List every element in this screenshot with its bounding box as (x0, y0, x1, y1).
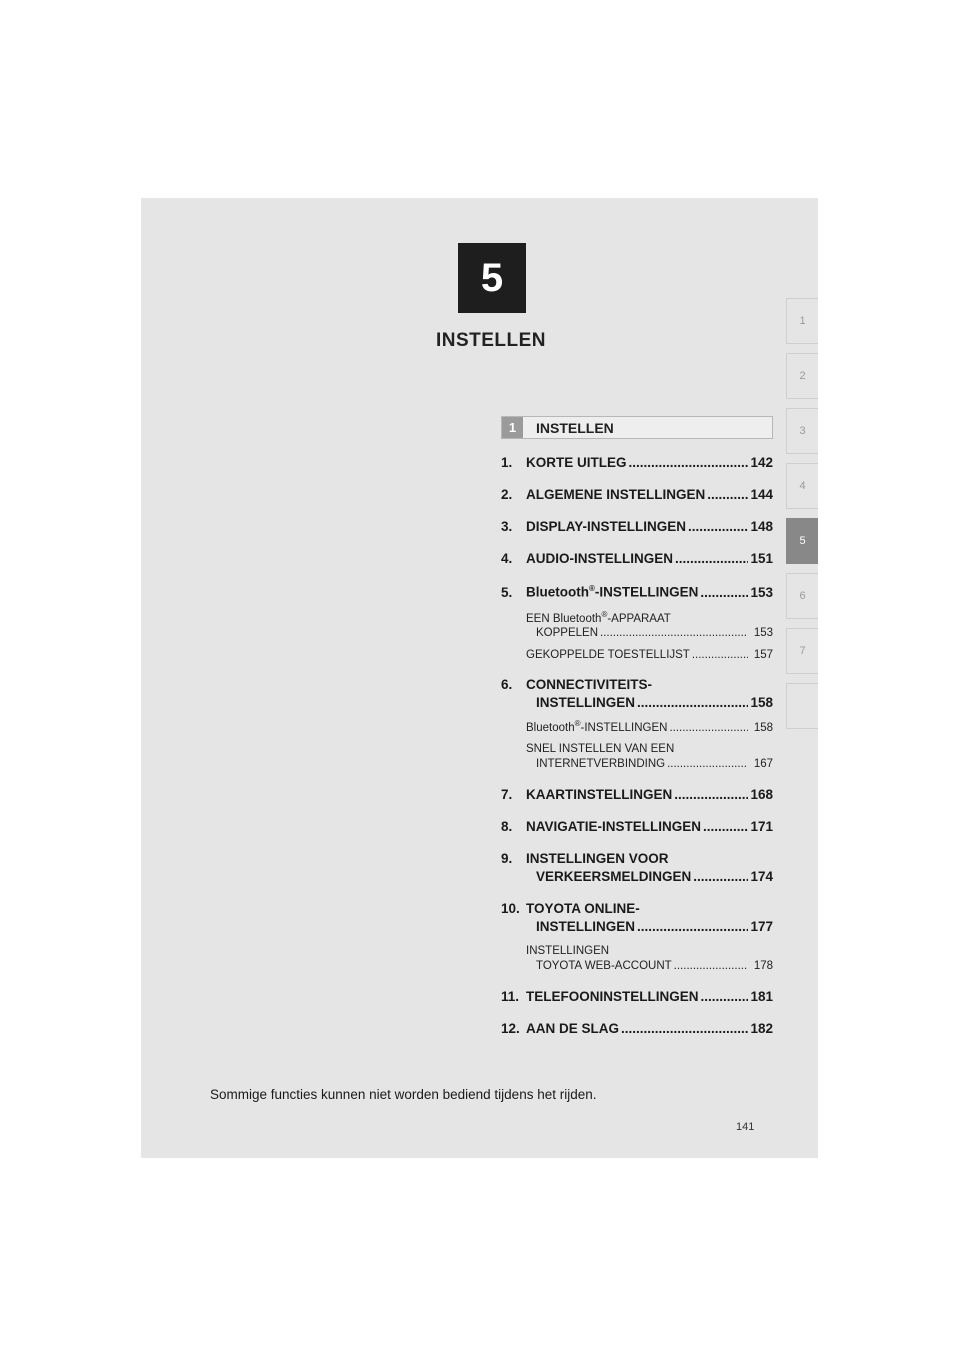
toc-sub-5-2[interactable]: GEKOPPELDE TOESTELLIJST ..... 157 (501, 648, 773, 663)
toc-entry-3[interactable]: 3. DISPLAY-INSTELLINGEN ..... 148 (501, 518, 773, 536)
chapter-tab-5[interactable]: 5 (786, 518, 818, 564)
toc-sub-5-1[interactable]: EEN Bluetooth®-APPARAAT KOPPELEN ..... 153 (501, 607, 773, 642)
toc-entry-6[interactable]: 6. CONNECTIVITEITS- INSTELLINGEN ..... 158 (501, 676, 773, 712)
section-title: INSTELLEN (536, 419, 614, 436)
toc-sub-6-2[interactable]: SNEL INSTELLEN VAN EEN INTERNETVERBINDING ..... 167 (501, 742, 773, 772)
toc-entry-7[interactable]: 7. KAARTINSTELLINGEN ..... 168 (501, 786, 773, 804)
toc-sub-10-1[interactable]: INSTELLINGEN TOYOTA WEB-ACCOUNT ..... 178 (501, 944, 773, 974)
toc-entry-5[interactable]: 5. Bluetooth®-INSTELLINGEN ..... 153 (501, 580, 773, 602)
chapter-tab-3[interactable]: 3 (786, 408, 818, 454)
chapter-tab-2[interactable]: 2 (786, 353, 818, 399)
chapter-tab-7[interactable]: 7 (786, 628, 818, 674)
toc-entry-1[interactable]: 1. KORTE UITLEG ..... 142 (501, 454, 773, 472)
page-number: 141 (736, 1121, 755, 1133)
footnote: Sommige functies kunnen niet worden bediend tijdens het rijden. (210, 1087, 597, 1102)
toc-entry-11[interactable]: 11. TELEFOONINSTELLINGEN ..... 181 (501, 988, 773, 1006)
table-of-contents (501, 454, 773, 1038)
chapter-tab-4[interactable]: 4 (786, 463, 818, 509)
chapter-tab-1[interactable]: 1 (786, 298, 818, 344)
chapter-title: INSTELLEN (435, 330, 547, 351)
chapter-tab-8[interactable] (786, 683, 818, 729)
chapter-tabs (786, 298, 818, 738)
toc-entry-12[interactable]: 12. AAN DE SLAG ..... 182 (501, 1020, 773, 1038)
toc-entry-9[interactable]: 9. INSTELLINGEN VOOR VERKEERSMELDINGEN ..... 174 (501, 850, 773, 886)
toc-entry-2[interactable]: 2. ALGEMENE INSTELLINGEN ..... 144 (501, 486, 773, 504)
toc-entry-8[interactable]: 8. NAVIGATIE-INSTELLINGEN ..... 171 (501, 818, 773, 836)
toc-entry-4[interactable]: 4. AUDIO-INSTELLINGEN ..... 151 (501, 550, 773, 568)
section-header (501, 416, 773, 439)
chapter-tab-6[interactable]: 6 (786, 573, 818, 619)
chapter-number: 5 (458, 243, 526, 313)
toc-entry-10[interactable]: 10. TOYOTA ONLINE- INSTELLINGEN ..... 177 (501, 900, 773, 936)
section-number: 1 (502, 417, 523, 438)
toc-sub-6-1[interactable]: Bluetooth®-INSTELLINGEN ..... 158 (501, 716, 773, 736)
